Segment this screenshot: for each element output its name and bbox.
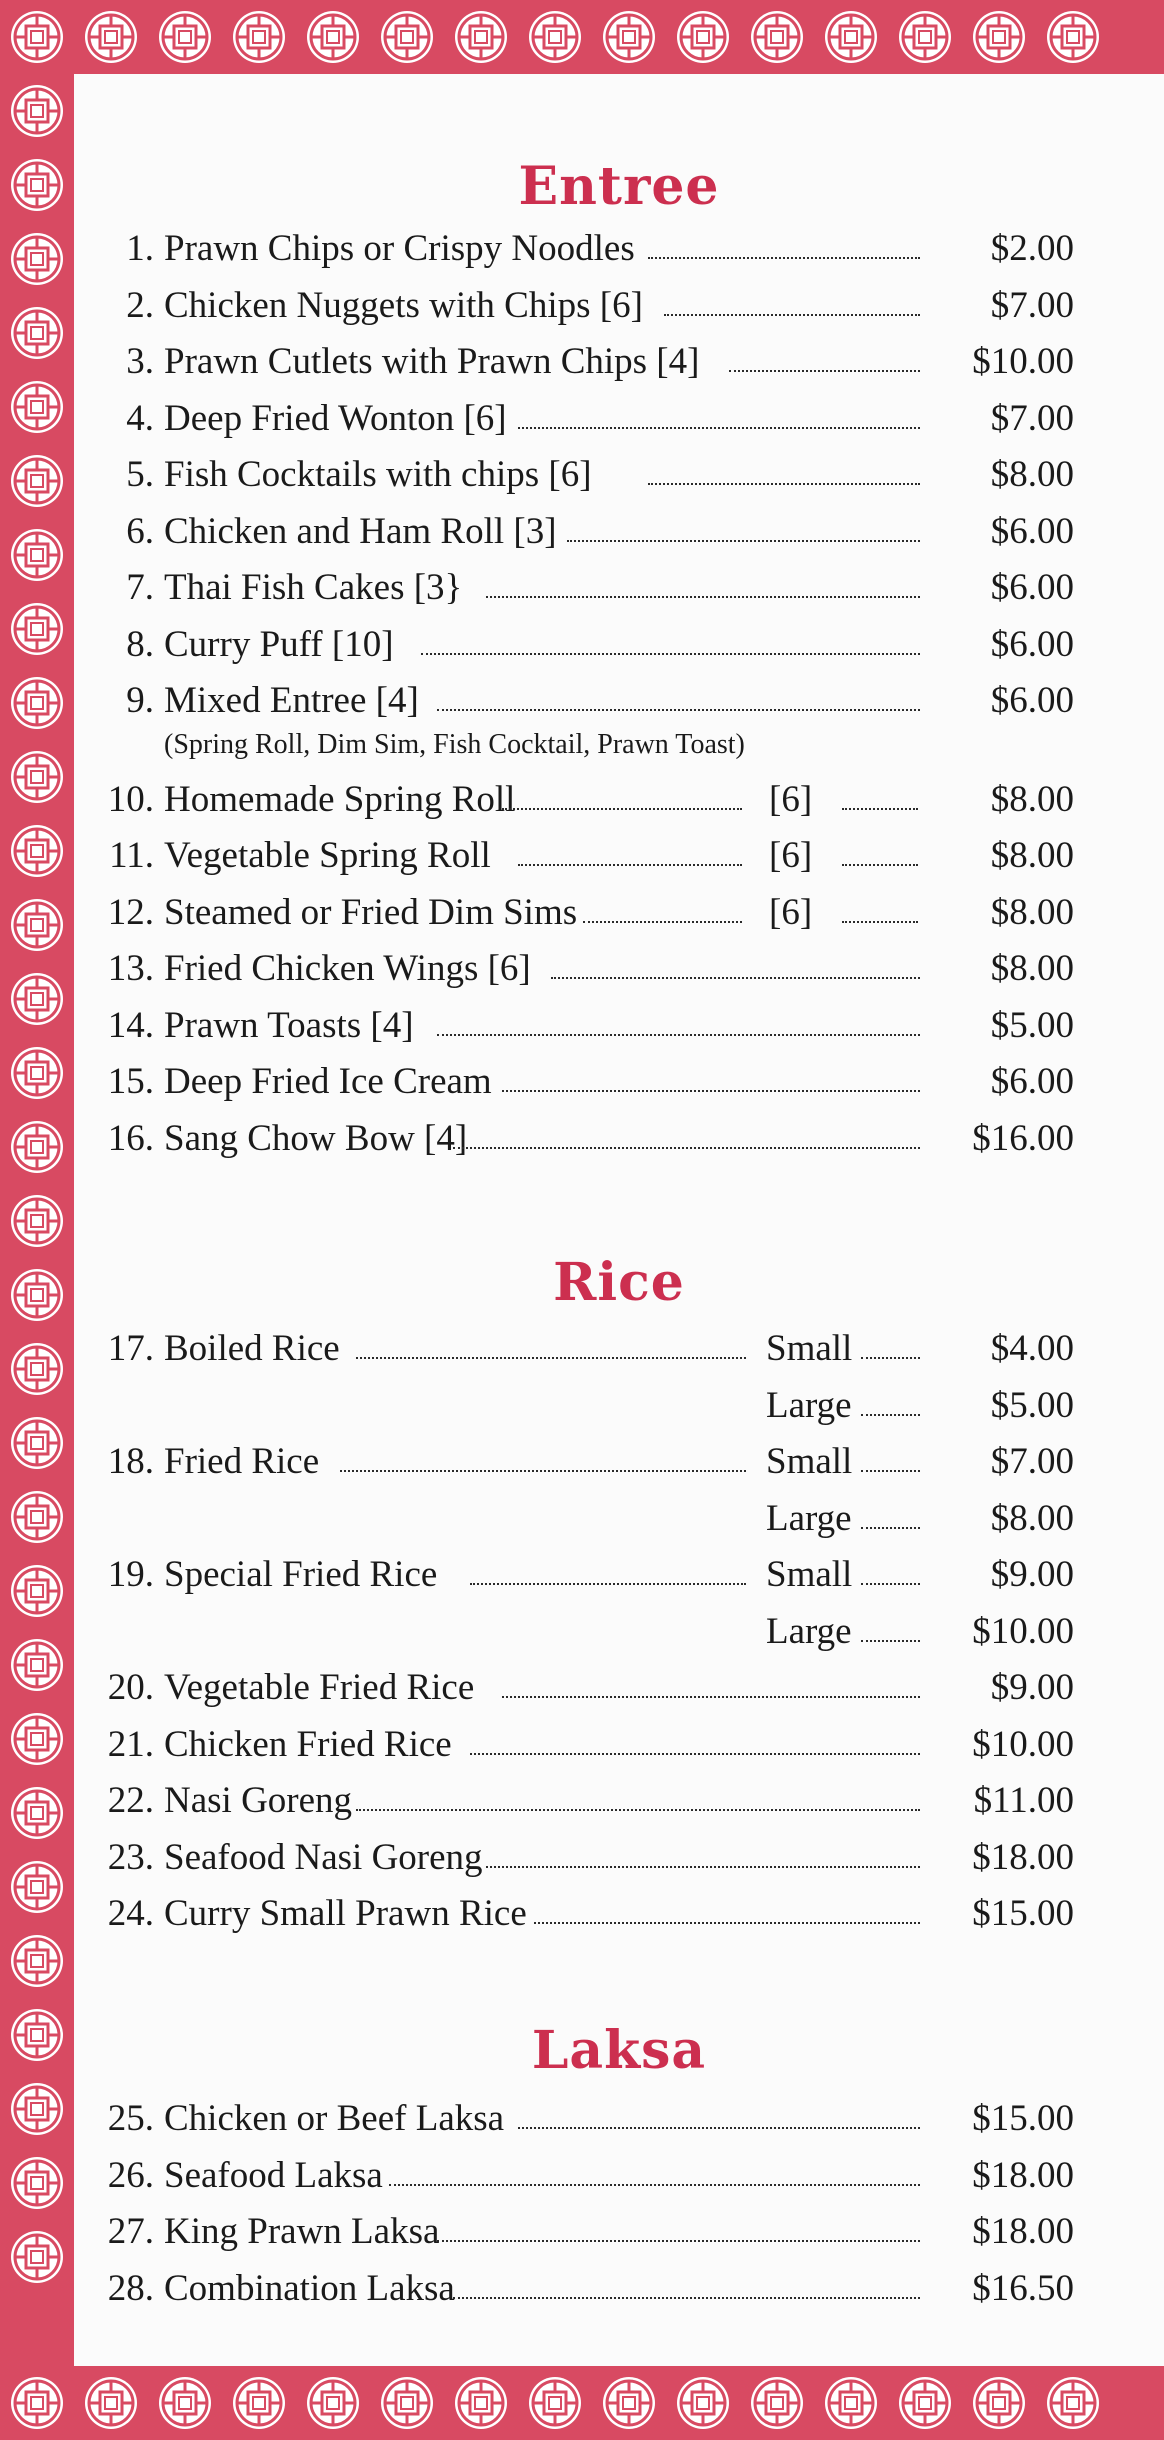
item-price: $5.00 (990, 1384, 1074, 1426)
item-size: Small (766, 1328, 853, 1369)
menu-item (74, 1833, 1164, 1883)
item-number: 16. (107, 1117, 154, 1159)
dot-leader (470, 1583, 746, 1585)
chinese-knot-icon (8, 2006, 66, 2064)
menu-item (74, 563, 1164, 613)
menu-item (74, 1889, 1164, 1939)
item-name: Thai Fish Cakes [3} (164, 567, 463, 608)
menu-item (74, 2151, 1164, 2201)
chinese-knot-icon (8, 230, 66, 288)
item-price: $7.00 (990, 397, 1074, 439)
item-price: $7.00 (990, 284, 1074, 326)
item-price: $9.00 (990, 1667, 1074, 1708)
item-number: 11. (109, 835, 154, 876)
chinese-knot-icon (8, 1932, 66, 1990)
item-price: $6.00 (990, 680, 1074, 721)
chinese-knot-icon (748, 8, 806, 66)
item-price: $18.00 (972, 2211, 1074, 2252)
chinese-knot-icon (8, 674, 66, 732)
dot-leader (842, 808, 918, 810)
chinese-knot-icon (8, 1044, 66, 1102)
chinese-knot-icon (1044, 8, 1102, 66)
menu-item (74, 1057, 1164, 1107)
dot-leader (486, 596, 920, 598)
dot-leader (861, 1583, 920, 1585)
item-name: Curry Small Prawn Rice (164, 1893, 527, 1934)
dot-leader (648, 257, 920, 259)
menu-item (74, 1550, 1164, 1600)
chinese-knot-icon (970, 2374, 1028, 2432)
chinese-knot-icon (8, 1340, 66, 1398)
item-price: $6.00 (990, 1061, 1074, 1102)
menu-item (74, 1663, 1164, 1713)
dot-leader (502, 1696, 920, 1698)
chinese-knot-icon (896, 8, 954, 66)
item-price: $9.00 (990, 1554, 1074, 1595)
chinese-knot-icon (674, 2374, 732, 2432)
item-name: Fish Cocktails with chips [6] (164, 454, 592, 495)
item-name: Deep Fried Ice Cream (164, 1061, 492, 1102)
dot-leader (389, 2184, 920, 2186)
menu-item (74, 1720, 1164, 1770)
item-price: $8.00 (990, 835, 1074, 876)
chinese-knot-icon (8, 748, 66, 806)
chinese-knot-icon (8, 1488, 66, 1546)
chinese-knot-icon (82, 2374, 140, 2432)
item-price: $10.00 (972, 1723, 1074, 1765)
menu-item (74, 2264, 1164, 2314)
item-number: 4. (126, 397, 154, 439)
chinese-knot-icon (230, 8, 288, 66)
chinese-knot-icon (8, 2154, 66, 2212)
item-number: 22. (107, 1780, 154, 1821)
item-size: Large (766, 1384, 852, 1426)
item-price: $8.00 (990, 891, 1074, 933)
chinese-knot-icon (8, 1636, 66, 1694)
chinese-knot-icon (8, 378, 66, 436)
item-number: 27. (107, 2211, 154, 2252)
chinese-knot-icon (8, 896, 66, 954)
item-price: $15.00 (972, 1893, 1074, 1934)
item-number: 26. (107, 2154, 154, 2196)
dot-leader (356, 1809, 920, 1811)
item-name: Vegetable Spring Roll (164, 835, 491, 876)
dot-leader (340, 1470, 746, 1472)
dot-leader (583, 921, 742, 923)
dot-leader (518, 864, 742, 866)
dot-leader (534, 1922, 920, 1924)
item-price: $8.00 (990, 454, 1074, 495)
item-number: 10. (107, 778, 154, 820)
chinese-knot-icon (8, 452, 66, 510)
item-number: 25. (107, 2098, 154, 2139)
item-name: Prawn Toasts [4] (164, 1004, 414, 1046)
item-name: Fried Rice (164, 1441, 320, 1482)
chinese-knot-icon (8, 822, 66, 880)
dot-leader (842, 864, 918, 866)
item-price: $16.00 (972, 1117, 1074, 1159)
item-size: Small (766, 1441, 853, 1482)
menu-item (74, 2207, 1164, 2257)
chinese-knot-icon (378, 2374, 436, 2432)
item-price: $5.00 (990, 1004, 1074, 1046)
dot-leader (421, 653, 920, 655)
item-name: Mixed Entree [4] (164, 680, 419, 721)
chinese-knot-icon (8, 1414, 66, 1472)
dot-leader (356, 1357, 746, 1359)
dot-leader (861, 1470, 920, 1472)
chinese-knot-icon (8, 1710, 66, 1768)
item-name: Chicken Nuggets with Chips [6] (164, 284, 643, 326)
menu-item-size (74, 1494, 1164, 1544)
menu-item (74, 224, 1164, 274)
item-number: 20. (107, 1667, 154, 1708)
item-number: 3. (126, 341, 154, 382)
item-name: Chicken and Ham Roll [3] (164, 510, 557, 552)
item-name: Prawn Cutlets with Prawn Chips [4] (164, 341, 700, 382)
chinese-knot-icon (8, 1784, 66, 1842)
chinese-knot-icon (452, 2374, 510, 2432)
item-price: $6.00 (990, 510, 1074, 552)
item-name: King Prawn Laksa (164, 2211, 440, 2252)
item-price: $7.00 (990, 1441, 1074, 1482)
item-name: Seafood Laksa (164, 2154, 383, 2196)
menu-item (74, 1324, 1164, 1374)
chinese-knot-icon (822, 2374, 880, 2432)
item-note: (Spring Roll, Dim Sim, Fish Cocktail, Prawn Toast) (164, 728, 745, 760)
item-price: $10.00 (972, 341, 1074, 382)
item-price: $18.00 (972, 1836, 1074, 1878)
section-title: Entree (518, 156, 720, 217)
chinese-knot-icon (8, 156, 66, 214)
item-number: 6. (126, 510, 154, 552)
chinese-knot-icon (378, 8, 436, 66)
chinese-knot-icon (156, 8, 214, 66)
item-number: 8. (126, 623, 154, 665)
section-title: Rice (553, 1252, 685, 1313)
item-price: $18.00 (972, 2154, 1074, 2196)
item-number: 17. (107, 1328, 154, 1369)
item-size: Small (766, 1554, 853, 1595)
dot-leader (551, 977, 920, 979)
item-number: 18. (107, 1441, 154, 1482)
menu-item (74, 450, 1164, 500)
chinese-knot-icon (600, 8, 658, 66)
item-size: Large (766, 1610, 852, 1652)
item-name: Chicken Fried Rice (164, 1723, 452, 1765)
item-number: 13. (107, 948, 154, 989)
dot-leader (502, 1090, 920, 1092)
dot-leader (861, 1640, 920, 1642)
item-number: 24. (107, 1893, 154, 1934)
chinese-knot-icon (8, 600, 66, 658)
item-price: $6.00 (990, 623, 1074, 665)
menu-item (74, 676, 1164, 726)
chinese-knot-icon (896, 2374, 954, 2432)
menu-item (74, 888, 1164, 938)
menu-item (74, 1001, 1164, 1051)
item-price: $4.00 (990, 1328, 1074, 1369)
item-size: Large (766, 1497, 852, 1539)
item-price: $10.00 (972, 1610, 1074, 1652)
item-number: 28. (107, 2267, 154, 2309)
dot-leader (437, 709, 920, 711)
dot-leader (664, 314, 920, 316)
chinese-knot-icon (8, 1118, 66, 1176)
chinese-knot-icon (8, 2080, 66, 2138)
menu-panel (74, 74, 1164, 2366)
dot-leader (437, 2240, 920, 2242)
item-name: Homemade Spring Roll (164, 778, 516, 820)
item-price: $16.50 (972, 2267, 1074, 2309)
menu-item (74, 775, 1164, 825)
menu-item (74, 337, 1164, 387)
item-name: Seafood Nasi Goreng (164, 1836, 483, 1878)
item-count: [6] (769, 891, 813, 933)
chinese-knot-icon (8, 1266, 66, 1324)
menu-item (74, 394, 1164, 444)
chinese-knot-icon (8, 304, 66, 362)
dot-leader (861, 1414, 920, 1416)
item-price: $8.00 (990, 948, 1074, 989)
dot-leader (470, 1753, 920, 1755)
chinese-knot-icon (970, 8, 1028, 66)
chinese-knot-icon (600, 2374, 658, 2432)
item-number: 15. (107, 1061, 154, 1102)
item-number: 1. (126, 228, 154, 269)
chinese-knot-icon (8, 1562, 66, 1620)
dot-leader (842, 921, 918, 923)
item-price: $8.00 (990, 778, 1074, 820)
item-number: 14. (107, 1004, 154, 1046)
item-number: 5. (126, 454, 154, 495)
chinese-knot-icon (156, 2374, 214, 2432)
item-number: 2. (126, 284, 154, 326)
item-name: Special Fried Rice (164, 1554, 438, 1595)
chinese-knot-icon (452, 8, 510, 66)
item-name: Fried Chicken Wings [6] (164, 948, 531, 989)
dot-leader (648, 483, 920, 485)
dot-leader (729, 370, 920, 372)
chinese-knot-icon (526, 2374, 584, 2432)
chinese-knot-icon (8, 1192, 66, 1250)
item-number: 7. (126, 567, 154, 608)
chinese-knot-icon (8, 2374, 66, 2432)
chinese-knot-icon (748, 2374, 806, 2432)
chinese-knot-icon (8, 526, 66, 584)
chinese-knot-icon (822, 8, 880, 66)
chinese-knot-icon (230, 2374, 288, 2432)
item-price: $15.00 (972, 2098, 1074, 2139)
item-price: $2.00 (990, 228, 1074, 269)
left-border (0, 74, 74, 2366)
item-name: Vegetable Fried Rice (164, 1667, 475, 1708)
item-number: 21. (107, 1723, 154, 1765)
chinese-knot-icon (8, 1858, 66, 1916)
menu-item (74, 620, 1164, 670)
item-count: [6] (769, 835, 813, 876)
item-price: $6.00 (990, 567, 1074, 608)
item-name: Sang Chow Bow [4] (164, 1117, 468, 1159)
chinese-knot-icon (82, 8, 140, 66)
dot-leader (861, 1527, 920, 1529)
menu-item (74, 1437, 1164, 1487)
chinese-knot-icon (1044, 2374, 1102, 2432)
item-name: Prawn Chips or Crispy Noodles (164, 228, 635, 269)
top-border (0, 0, 1164, 74)
chinese-knot-icon (8, 82, 66, 140)
dot-leader (518, 2127, 920, 2129)
section-title: Laksa (531, 2020, 707, 2081)
item-count: [6] (769, 778, 813, 820)
menu-item (74, 2094, 1164, 2144)
item-name: Deep Fried Wonton [6] (164, 397, 507, 439)
item-name: Combination Laksa (164, 2267, 455, 2309)
dot-leader (502, 808, 742, 810)
item-name: Steamed or Fried Dim Sims (164, 891, 578, 933)
chinese-knot-icon (526, 8, 584, 66)
dot-leader (567, 540, 920, 542)
dot-leader (518, 427, 920, 429)
menu-item-size (74, 1607, 1164, 1657)
dot-leader (453, 2297, 920, 2299)
item-name: Nasi Goreng (164, 1780, 353, 1821)
bottom-border (0, 2366, 1164, 2440)
item-price: $11.00 (973, 1780, 1074, 1821)
dot-leader (453, 1147, 920, 1149)
dot-leader (437, 1034, 920, 1036)
dot-leader (486, 1866, 920, 1868)
chinese-knot-icon (304, 8, 362, 66)
chinese-knot-icon (674, 8, 732, 66)
chinese-knot-icon (8, 8, 66, 66)
item-name: Boiled Rice (164, 1328, 340, 1369)
chinese-knot-icon (304, 2374, 362, 2432)
menu-item (74, 1114, 1164, 1164)
chinese-knot-icon (8, 2228, 66, 2286)
chinese-knot-icon (8, 970, 66, 1028)
menu-item (74, 281, 1164, 331)
item-name: Curry Puff [10] (164, 623, 394, 665)
menu-item (74, 831, 1164, 881)
menu-item-size (74, 1381, 1164, 1431)
item-price: $8.00 (990, 1497, 1074, 1539)
item-number: 19. (107, 1554, 154, 1595)
item-name: Chicken or Beef Laksa (164, 2098, 505, 2139)
dot-leader (861, 1357, 920, 1359)
item-number: 23. (107, 1836, 154, 1878)
item-number: 9. (126, 680, 154, 721)
item-number: 12. (107, 891, 154, 933)
menu-item (74, 1776, 1164, 1826)
menu-item (74, 507, 1164, 557)
menu-item (74, 944, 1164, 994)
